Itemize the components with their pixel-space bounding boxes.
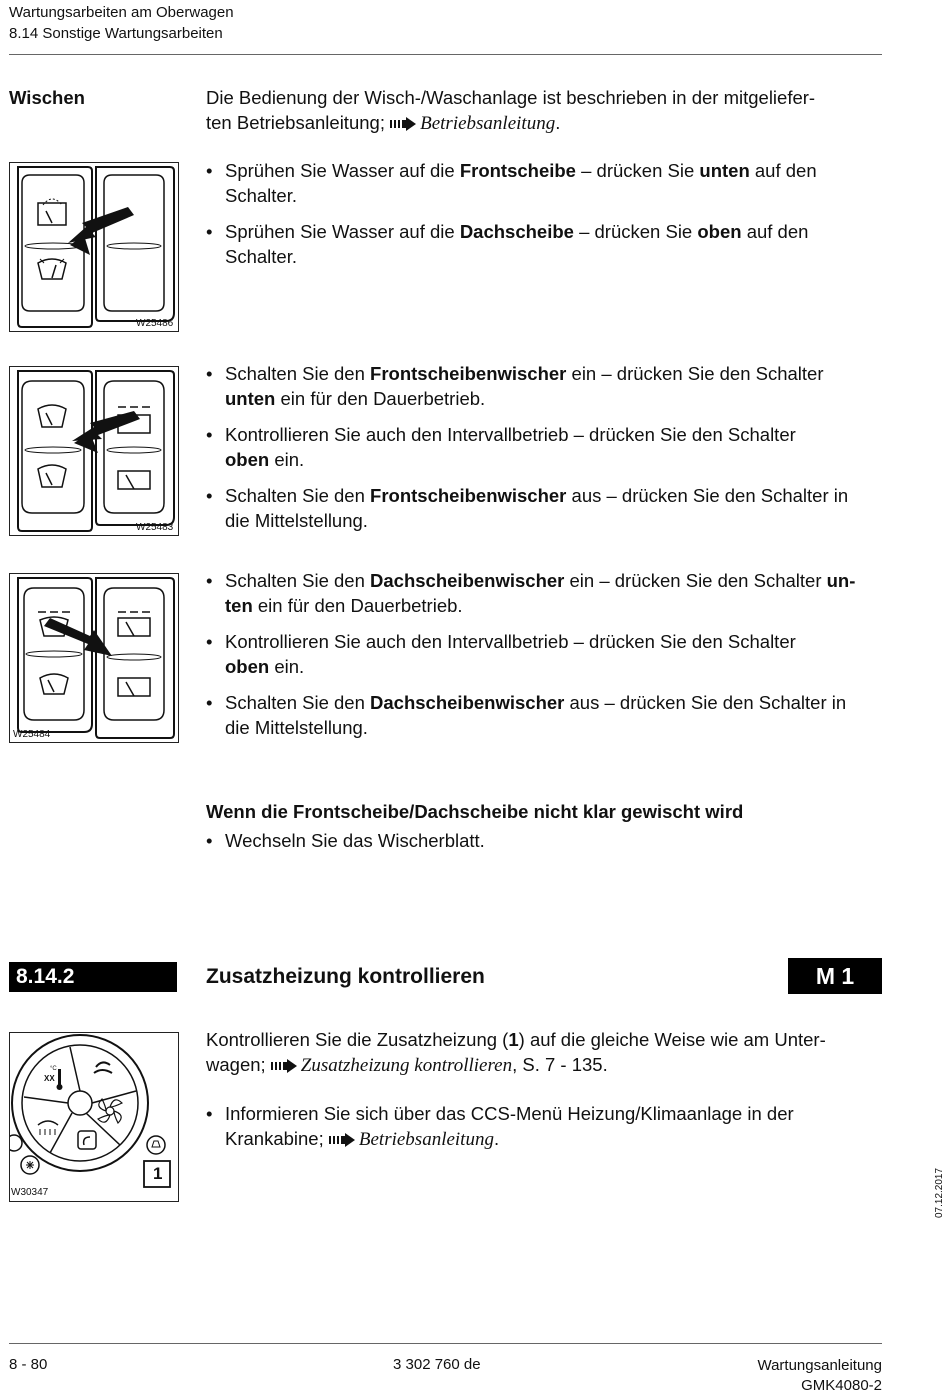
bullet-roof-wiper-on <box>206 569 882 618</box>
text-bold: Frontscheibenwischer <box>370 485 567 506</box>
wischen-intro-line2 <box>206 111 882 137</box>
bullet-spray-roof <box>206 220 882 269</box>
wischen-intro-ref: Betriebsanleitung <box>420 112 556 134</box>
text: • Kontrollieren Sie auch den Intervallbetrieb – drücken Sie den Schalter <box>225 631 796 652</box>
text-bold: Dachscheibe <box>459 221 574 242</box>
text: Sprühen Sie Wasser auf die <box>225 221 460 242</box>
text: ein – drücken Sie den Schalter <box>566 363 824 384</box>
reference-arrow-icon <box>271 1059 301 1073</box>
bullet-front-interval <box>206 423 882 472</box>
text: Schalter. <box>225 245 297 267</box>
figure-front-wiper-switch <box>9 366 179 536</box>
footer-doc-number: 3 302 760 de <box>393 1356 481 1373</box>
bullet-replace-blade <box>206 829 882 854</box>
text-bold: oben <box>225 448 270 470</box>
reference-arrow-icon <box>329 1133 359 1147</box>
figure-roof-wiper-switch <box>9 573 179 743</box>
figure-washer-switch <box>9 162 179 332</box>
wischen-intro-line1: Die Bedienung der Wisch-/Waschanlage ist beschrieben in der mitgeliefer- <box>206 87 816 108</box>
text-bold: oben <box>697 221 742 242</box>
figure-id: W25486 <box>136 318 174 329</box>
callout-number: 1 <box>153 1164 163 1183</box>
text: Sprühen Sie Wasser auf die <box>225 160 460 181</box>
washer-switch-diagram <box>10 163 178 331</box>
text: die Mittelstellung. <box>225 716 368 738</box>
section-number: 8.14.2 <box>9 962 177 992</box>
figure-heating-menu <box>9 1032 179 1202</box>
section-paragraph <box>206 1028 882 1078</box>
text: Schalten Sie den <box>225 485 371 506</box>
text: • Informieren Sie sich über das CCS-Menü Heizung/Klimaanlage in der <box>225 1103 794 1124</box>
text-bold: unten <box>225 387 276 409</box>
footer-manual <box>682 1356 882 1396</box>
text: aus – drücken Sie den Schalter in <box>564 692 847 713</box>
text: Schalten Sie den <box>225 570 371 591</box>
text-reference: Betriebsanleitung <box>358 1128 494 1150</box>
footer-model: GMK4080-2 <box>801 1377 882 1394</box>
header-rule <box>9 54 882 55</box>
footer-rule <box>9 1343 882 1344</box>
text-bold: ten <box>225 594 253 616</box>
temperature-value: XX <box>44 1074 55 1083</box>
bullet-roof-interval <box>206 630 882 679</box>
text-reference: Zusatzheizung kontrollieren <box>300 1054 513 1076</box>
text: ein für den Dauerbetrieb. <box>252 594 463 616</box>
bullet-roof-wiper-off <box>206 691 882 740</box>
text: Krankabine; <box>225 1127 329 1149</box>
figure-id: W30347 <box>11 1187 49 1198</box>
text: auf den <box>749 160 817 181</box>
text: Schalten Sie den <box>225 363 371 384</box>
text: ein – drücken Sie den Schalter <box>564 570 827 591</box>
text-bold: Frontscheibenwischer <box>370 363 567 384</box>
footer-manual-title: Wartungsanleitung <box>757 1357 882 1374</box>
temperature-unit: °C <box>50 1066 57 1072</box>
wischen-intro-prefix: ten Betriebsanleitung; <box>206 111 391 133</box>
maintenance-badge: M 1 <box>788 958 882 994</box>
text-bold: 1 <box>508 1029 519 1050</box>
text-bold: Dachscheibenwischer <box>370 692 565 713</box>
wischen-intro-suffix: . <box>555 111 561 133</box>
text-bold: oben <box>225 655 270 677</box>
bullet-front-wiper-off <box>206 484 882 533</box>
front-wiper-switch-diagram <box>10 367 178 535</box>
text: ) auf die gleiche Weise wie am Unter- <box>518 1029 826 1050</box>
reference-arrow-icon <box>390 117 420 131</box>
footer-page: 8 - 80 <box>9 1356 48 1373</box>
figure-id: W25484 <box>13 729 51 740</box>
text: ein. <box>269 655 305 677</box>
text: – drücken Sie <box>575 160 700 181</box>
note-heading: Wenn die Frontscheibe/Dachscheibe nicht klar gewischt wird <box>206 801 744 822</box>
text: Kontrollieren Sie die Zusatzheizung ( <box>206 1029 509 1050</box>
text: aus – drücken Sie den Schalter in <box>566 485 849 506</box>
bullet-spray-front <box>206 159 882 208</box>
text: die Mittelstellung. <box>225 509 368 531</box>
header-section: 8.14 Sonstige Wartungsarbeiten <box>9 25 223 42</box>
text: – drücken Sie <box>573 221 698 242</box>
text: • Kontrollieren Sie auch den Intervallbetrieb – drücken Sie den Schalter <box>225 424 796 445</box>
text: wagen; <box>206 1053 271 1075</box>
header-chapter: Wartungsarbeiten am Oberwagen <box>9 4 234 21</box>
bullet-front-wiper-on <box>206 362 882 411</box>
text: Schalter. <box>225 184 297 206</box>
bullet-ccs-menu <box>206 1102 882 1152</box>
text-bold: Frontscheibe <box>459 160 576 181</box>
text: auf den <box>741 221 809 242</box>
text: ein. <box>269 448 305 470</box>
wischen-label: Wischen <box>9 87 85 108</box>
text-bold: unten <box>699 160 750 181</box>
side-date: 07.12.2017 <box>934 1167 945 1218</box>
text-bold: Dachscheibenwischer <box>370 570 565 591</box>
figure-id: W25483 <box>136 522 174 533</box>
text: , S. 7 - 135. <box>512 1053 608 1075</box>
text: Schalten Sie den <box>225 692 371 713</box>
text: • Wechseln Sie das Wischerblatt. <box>225 830 485 851</box>
text: . <box>493 1127 500 1149</box>
text-bold: un- <box>826 570 856 591</box>
text: ein für den Dauerbetrieb. <box>275 387 486 409</box>
section-title: Zusatzheizung kontrollieren <box>206 965 485 988</box>
roof-wiper-switch-diagram <box>10 574 178 742</box>
wischen-intro <box>206 86 882 136</box>
